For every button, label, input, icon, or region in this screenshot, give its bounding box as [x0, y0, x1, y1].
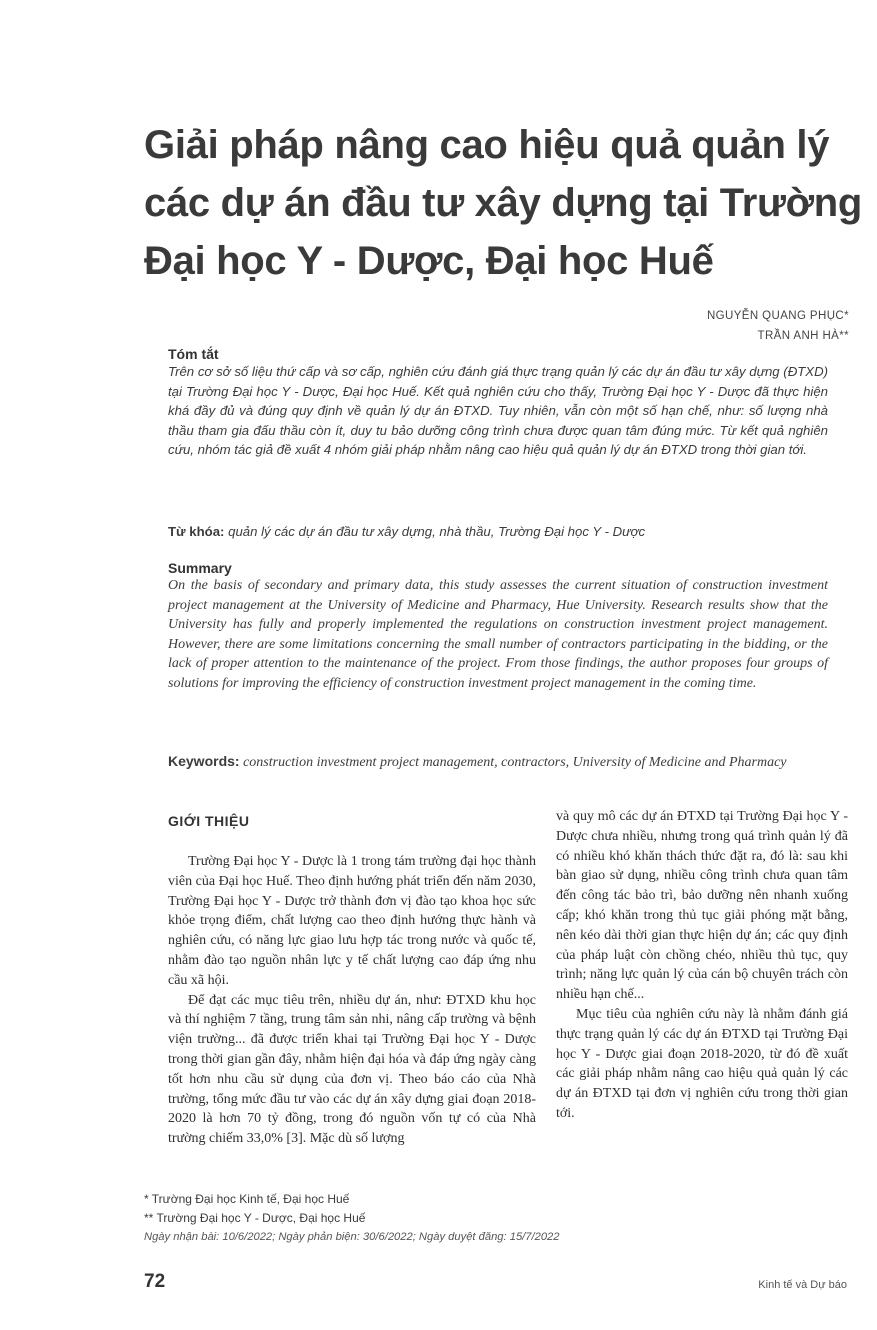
paragraph: Để đạt các mục tiêu trên, nhiều dự án, như: ĐTXD khu học và thí nghiệm 7 tầng, trung tâm sản nhi, nâng cấp trường và bệnh viện trường... đã được triển khai tại Trường Đại học Y - Dược trong thời gian gần đây, nhằm hiện đại hóa và đáp ứng ngày càng tốt hơn nhu cầu sử dụng của đơn vị. Theo báo cáo của Nhà trường, tổng mức đầu tư vào các dự án xây dựng giai đoạn 2018-2020 là hơn 70 tỷ đồng, trong đó nguồn vốn tự có của Nhà trường chiếm 33,0% [3]. Mặc dù số lượng — [168, 992, 536, 1147]
keywords-en — [168, 752, 828, 773]
section-title: GIỚI THIỆU — [168, 813, 250, 829]
journal-name: Kinh tế và Dự báo — [758, 1279, 847, 1291]
paragraph: và quy mô các dự án ĐTXD tại Trường Đại học Y - Dược chưa nhiều, nhưng trong quá trình quản lý đã có nhiều khó khăn thách thức đặt ra, đó là: sau khi bàn giao sử dụng, nhiều công trình chưa quan tâm đến công tác bảo trì, bảo dưỡng nên nhanh xuống cấp; khó khăn trong thủ tục giải phóng mặt bằng, nên kéo dài thời gian thực hiện dự án; các quy định của pháp luật còn chồng chéo, nhiều thủ tục, quy trình; năng lực quản lý của cán bộ chuyên trách còn nhiều hạn chế... — [556, 809, 848, 1003]
keywords-vi-label: Từ khóa: — [168, 524, 225, 539]
paragraph: Mục tiêu của nghiên cứu này là nhằm đánh giá thực trạng quản lý các dự án ĐTXD tại Trường Đại học Y - Dược giai đoạn 2018-2020, từ đó đề xuất các giải pháp nhằm nâng cao hiệu quả quản lý các dự án ĐTXD tại đơn vị nghiên cứu trong thời gian tới. — [556, 1006, 848, 1121]
abstract-vi-text: Trên cơ sở số liệu thứ cấp và sơ cấp, nghiên cứu đánh giá thực trạng quản lý các dự án đầu tư xây dựng (ĐTXD) tại Trường Đại học Y - Dược, Đại học Huế. Kết quả nghiên cứu cho thấy, Trường Đại học Y - Dược đã thực hiện khá đầy đủ và đúng quy định về quản lý dự án ĐTXD. Tuy nhiên, vẫn còn một số hạn chế, như: số lượng nhà thầu tham gia đấu thầu còn ít, duy tu bảo dưỡng công trình chưa được quan tâm đúng mức. Từ kết quả nghiên cứu, nhóm tác giả đề xuất 4 nhóm giải pháp nhằm nâng cao hiệu quả quản lý dự án ĐTXD trong thời gian tới. — [168, 364, 828, 457]
page-number: 72 — [144, 1271, 166, 1292]
footnotes — [144, 1190, 744, 1247]
abstract-en-text: On the basis of secondary and primary data, this study assesses the current situation of construction investment project management at the University of Medicine and Pharmacy, Hue University. Research results show that the University has fully and properly implemented the regulations on construction investment project management. However, there are some limitations concerning the small number of contractors participating in the bidding, or the lack of proper attention to the maintenance of the project. From those findings, the author proposes four groups of solutions for improving the efficiency of construction investment project management in the coming time. — [168, 578, 828, 691]
keywords-vi — [168, 522, 828, 542]
footnote-1: * Trường Đại học Kinh tế, Đại học Huế — [144, 1192, 350, 1206]
abstract-en — [168, 560, 828, 693]
footnote-2: ** Trường Đại học Y - Dược, Đại học Huế — [144, 1211, 366, 1225]
title-line: Đại học Y - Dược, Đại học Huế — [144, 239, 714, 283]
abstract-en-heading: Summary — [168, 560, 232, 576]
right-column — [556, 807, 848, 1124]
title-line: Giải pháp nâng cao hiệu quả quản lý — [144, 123, 830, 167]
article-title — [144, 116, 863, 290]
abstract-vi — [168, 346, 828, 460]
author-1: NGUYỄN QUANG PHỤC* — [706, 310, 849, 322]
title-line: các dự án đầu tư xây dựng tại Trường — [144, 181, 863, 225]
keywords-vi-text: quản lý các dự án đầu tư xây dựng, nhà thầu, Trường Đại học Y - Dược — [228, 524, 646, 539]
keywords-en-label: Keywords: — [168, 753, 240, 769]
keywords-en-text: construction investment project management, contractors, University of Medicine and Pharmacy — [243, 755, 787, 770]
author-2: TRẦN ANH HÀ** — [757, 330, 849, 342]
author-list — [707, 306, 849, 346]
paragraph: Trường Đại học Y - Dược là 1 trong tám trường đại học thành viên của Đại học Huế. Theo định hướng phát triển đến năm 2030, Trường Đại học Y - Dược trở thành đơn vị đào tạo khoa học sức khỏe trọng điểm, chất lượng cao theo định hướng thực hành và nghiên cứu, có năng lực giao lưu hợp tác trong nước và quốc tế, nhằm đào tạo nguồn nhân lực y tế chất lượng cao đáp ứng nhu cầu xã hội. — [168, 854, 536, 988]
left-column — [168, 852, 536, 1149]
submission-dates: Ngày nhận bài: 10/6/2022; Ngày phản biện: 30/6/2022; Ngày duyệt đăng: 15/7/2022 — [144, 1231, 560, 1243]
abstract-vi-heading: Tóm tắt — [168, 346, 219, 362]
